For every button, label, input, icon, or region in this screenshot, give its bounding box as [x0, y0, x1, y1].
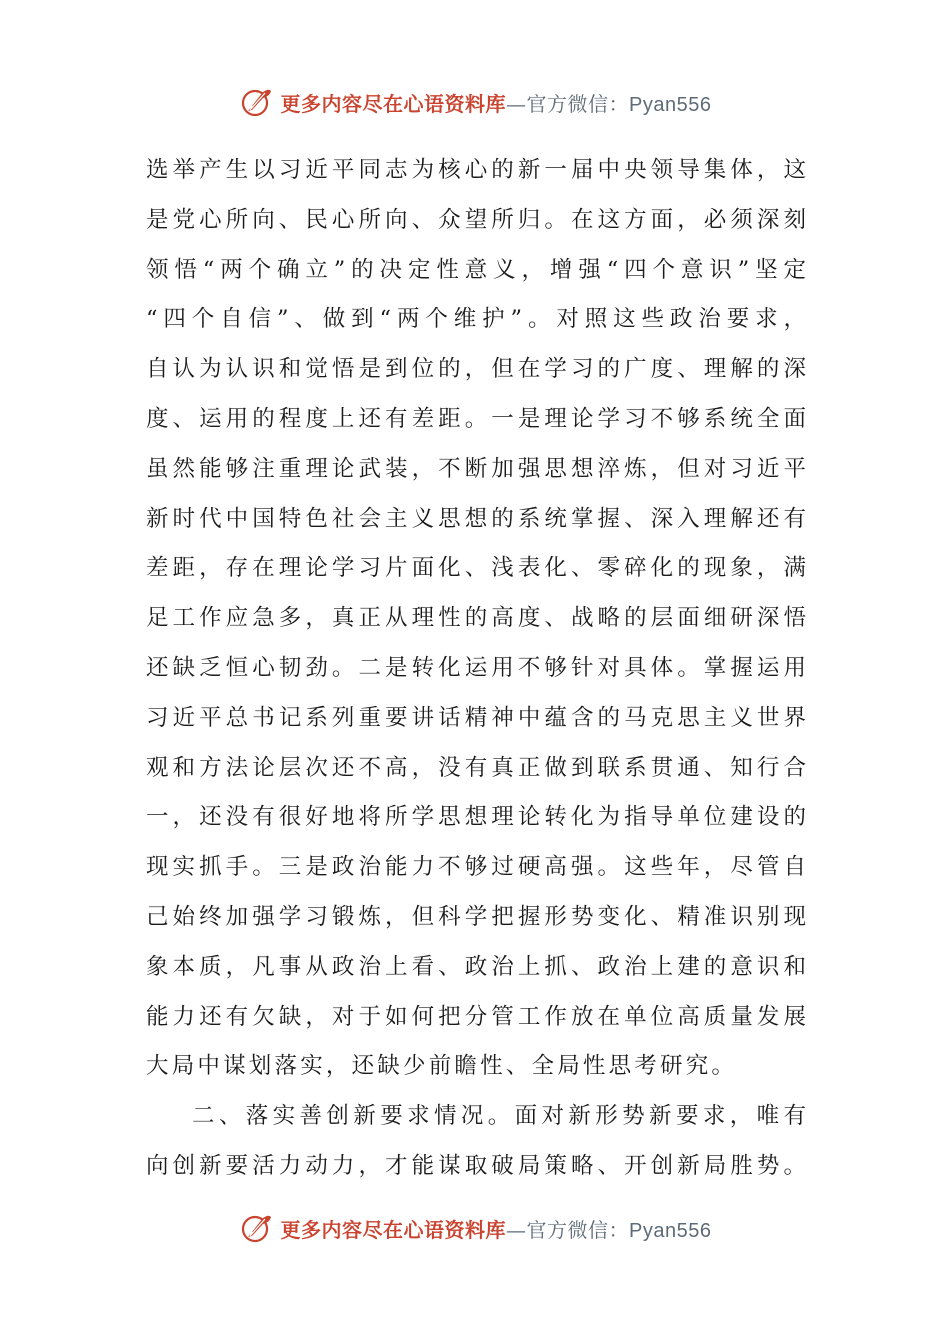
header-wechat-id: Pyan556	[629, 93, 712, 116]
body-line-2: 是党心所向、民心所向、众望所归。在这方面，必须深刻	[146, 206, 806, 233]
body-line-16: 己始终加强学习锻炼，但科学把握形势变化、精准识别现	[146, 903, 806, 930]
footer-wechat-id: Pyan556	[629, 1219, 712, 1242]
body-line-9: 差距，存在理论学习片面化、浅表化、零碎化的现象，满	[146, 555, 806, 582]
body-line-10: 足工作应急多，真正从理性的高度、战略的层面细研深悟	[146, 605, 806, 632]
body-line-18: 能力还有欠缺，对于如何把分管工作放在单位高质量发展	[146, 1003, 806, 1030]
header-dash: —	[506, 91, 527, 116]
body-line-20: 二、落实善创新要求情况。面对新形势新要求，唯有	[192, 1103, 806, 1130]
body-line-21: 向创新要活力动力，才能谋取破局策略、开创新局胜势。	[146, 1152, 806, 1179]
footer-banner	[0, 1208, 950, 1248]
header-wechat-label: 官方微信：	[526, 91, 630, 116]
body-line-4: “四个自信”、做到“两个维护”。对照这些政治要求，	[146, 306, 806, 333]
body-line-3: 领悟“两个确立”的决定性意义，增强“四个意识”坚定	[146, 256, 806, 283]
body-line-19: 大局中谋划落实，还缺少前瞻性、全局性思考研究。	[146, 1053, 738, 1080]
body-line-17: 象本质，凡事从政治上看、政治上抓、政治上建的意识和	[146, 953, 806, 980]
body-line-12: 习近平总书记系列重要讲话精神中蕴含的马克思主义世界	[146, 704, 806, 731]
body-line-14: 一，还没有很好地将所学思想理论转化为指导单位建设的	[146, 804, 806, 831]
quill-logo-icon	[239, 1210, 275, 1246]
header-brand: 更多内容尽在心语资料库	[280, 91, 507, 116]
footer-banner-text	[281, 1214, 712, 1243]
footer-brand: 更多内容尽在心语资料库	[280, 1217, 507, 1242]
header-banner-text	[281, 88, 712, 117]
document-body	[146, 146, 806, 1192]
body-line-11: 还缺乏恒心韧劲。二是转化运用不够针对具体。掌握运用	[146, 654, 806, 681]
body-line-6: 度、运用的程度上还有差距。一是理论学习不够系统全面	[146, 405, 806, 432]
body-line-15: 现实抓手。三是政治能力不够过硬高强。这些年，尽管自	[146, 854, 806, 881]
footer-wechat-label: 官方微信：	[526, 1217, 630, 1242]
body-line-7: 虽然能够注重理论武装，不断加强思想淬炼，但对习近平	[146, 455, 806, 482]
header-banner	[0, 82, 950, 122]
body-line-13: 观和方法论层次还不高，没有真正做到联系贯通、知行合	[146, 754, 806, 781]
body-line-1: 选举产生以习近平同志为核心的新一届中央领导集体，这	[146, 157, 806, 183]
body-line-8: 新时代中国特色社会主义思想的系统掌握、深入理解还有	[146, 505, 806, 532]
body-line-5: 自认为认识和觉悟是到位的，但在学习的广度、理解的深	[146, 356, 806, 383]
quill-logo-icon	[239, 84, 275, 120]
footer-dash: —	[506, 1217, 527, 1242]
